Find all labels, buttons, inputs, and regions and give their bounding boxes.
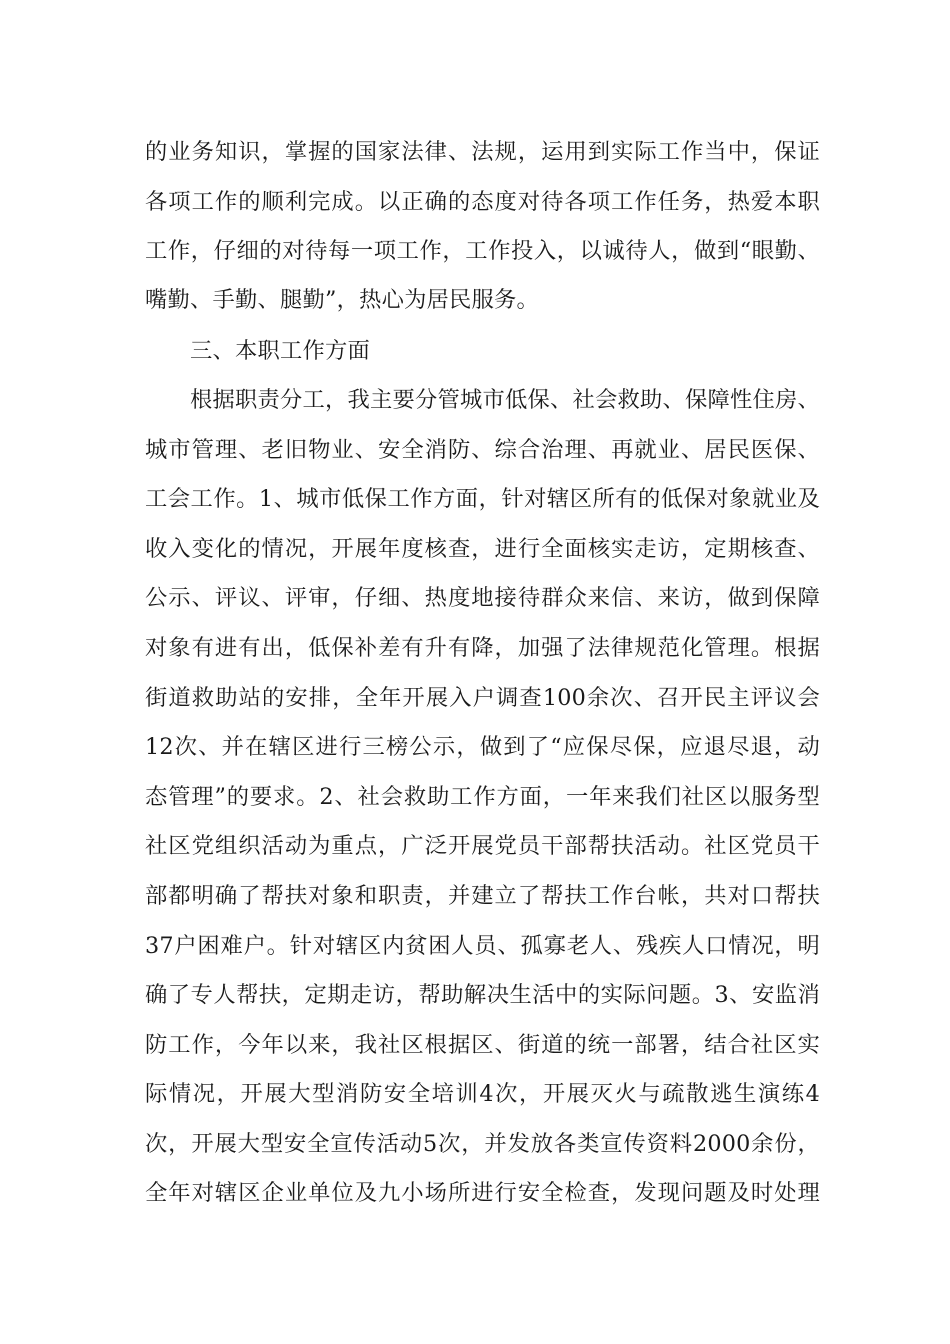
paragraph-line: 各项工作的顺利完成。以正确的态度对待各项工作任务，热爱本职 bbox=[145, 189, 820, 215]
paragraph-line: 防工作，今年以来，我社区根据区、街道的统一部署，结合社区实 bbox=[145, 1032, 820, 1058]
paragraph-line: 根据职责分工，我主要分管城市低保、社会救助、保障性住房、 bbox=[190, 387, 820, 413]
paragraph-line: 态管理”的要求。2、社会救助工作方面，一年来我们社区以服务型 bbox=[145, 784, 820, 810]
paragraph-line: 社区党组织活动为重点，广泛开展党员干部帮扶活动。社区党员干 bbox=[145, 833, 820, 859]
paragraph-line: 次，开展大型安全宣传活动5次，并发放各类宣传资料2000余份， bbox=[145, 1131, 820, 1157]
paragraph-line: 全年对辖区企业单位及九小场所进行安全检查，发现问题及时处理 bbox=[145, 1180, 820, 1206]
paragraph-line: 对象有进有出，低保补差有升有降，加强了法律规范化管理。根据 bbox=[145, 635, 820, 661]
paragraph-line: 工会工作。1、城市低保工作方面，针对辖区所有的低保对象就业及 bbox=[145, 486, 820, 512]
paragraph-line: 12次、并在辖区进行三榜公示，做到了“应保尽保，应退尽退，动 bbox=[145, 734, 820, 760]
paragraph-line: 部都明确了帮扶对象和职责，并建立了帮扶工作台帐，共对口帮扶 bbox=[145, 883, 820, 909]
paragraph-line: 嘴勤、手勤、腿勤”，热心为居民服务。 bbox=[145, 287, 540, 313]
paragraph-line: 际情况，开展大型消防安全培训4次，开展灭火与疏散逃生演练4 bbox=[145, 1081, 820, 1107]
paragraph-line: 的业务知识，掌握的国家法律、法规，运用到实际工作当中，保证 bbox=[145, 139, 820, 165]
paragraph-line: 收入变化的情况，开展年度核查，进行全面核实走访，定期核查、 bbox=[145, 536, 820, 562]
paragraph-line: 确了专人帮扶，定期走访，帮助解决生活中的实际问题。3、安监消 bbox=[145, 982, 820, 1008]
paragraph-line: 工作，仔细的对待每一项工作，工作投入，以诚待人，做到“眼勤、 bbox=[145, 238, 820, 264]
paragraph-line: 街道救助站的安排，全年开展入户调查100余次、召开民主评议会 bbox=[145, 685, 820, 711]
paragraph-line: 公示、评议、评审，仔细、热度地接待群众来信、来访，做到保障 bbox=[145, 585, 820, 611]
paragraph-line: 37户困难户。针对辖区内贫困人员、孤寡老人、残疾人口情况，明 bbox=[145, 933, 820, 959]
paragraph-line: 城市管理、老旧物业、安全消防、综合治理、再就业、居民医保、 bbox=[145, 437, 820, 463]
section-heading: 三、本职工作方面 bbox=[190, 338, 370, 364]
